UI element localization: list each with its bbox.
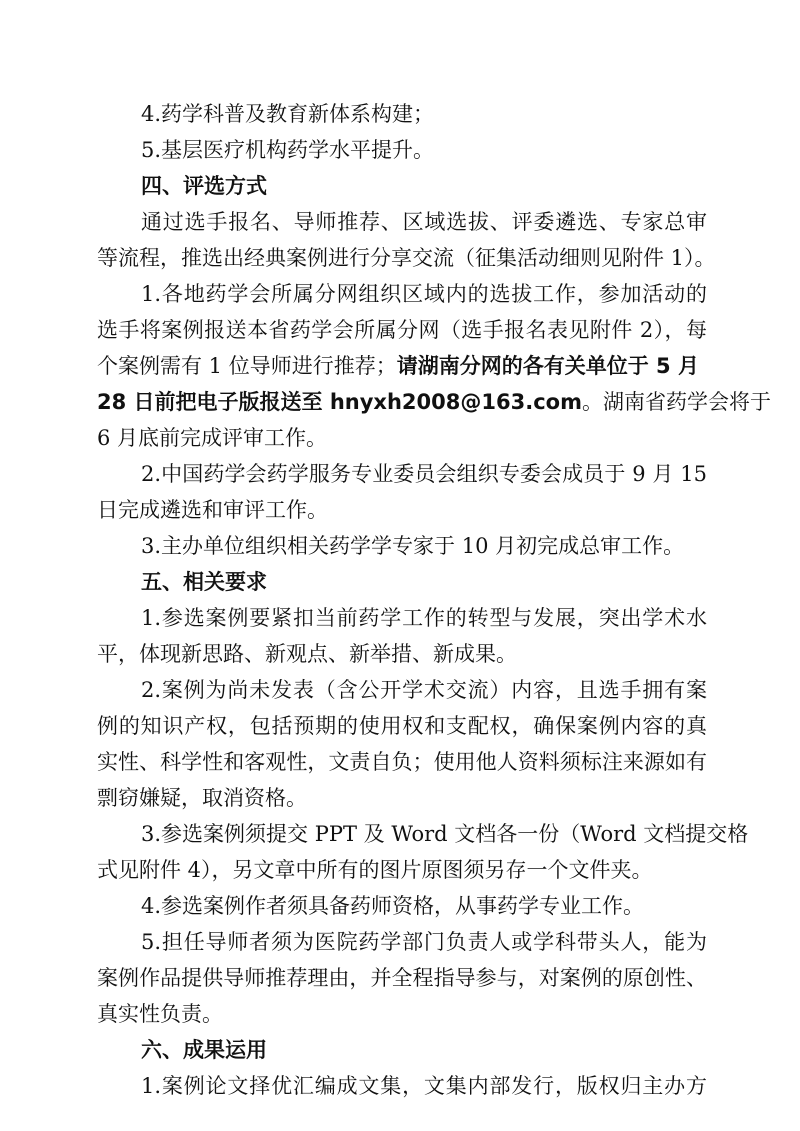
email-notice-bold: 28 日前把电子版报送至 hnyxh2008@163.com: [97, 390, 582, 414]
section-heading-5: 五、相关要求: [141, 570, 267, 594]
paragraph-line: 选手将案例报送本省药学会所属分网（选手报名表见附件 2），每: [97, 318, 707, 342]
paragraph-line: 2.中国药学会药学服务专业委员会组织专委会成员于 9 月 15: [141, 462, 707, 486]
section-heading-4: 四、评选方式: [141, 174, 267, 198]
paragraph-line: 3.主办单位组织相关药学学专家于 10 月初完成总审工作。: [141, 534, 685, 558]
paragraph-line: [97, 351, 707, 381]
paragraph-line: 1.参选案例要紧扣当前药学工作的转型与发展，突出学术水: [141, 606, 707, 630]
paragraph-line: 例的知识产权，包括预期的使用权和支配权，确保案例内容的真: [97, 714, 707, 738]
paragraph-line: 平，体现新思路、新观点、新举措、新成果。: [97, 642, 517, 666]
paragraph-line: 真实性负责。: [97, 1002, 223, 1026]
paragraph-line: 剽窃嫌疑，取消资格。: [97, 786, 307, 810]
paragraph-line: 4.参选案例作者须具备药师资格，从事药学专业工作。: [141, 894, 645, 918]
paragraph-line: 实性、科学性和客观性，文责自负；使用他人资料须标注来源如有: [97, 750, 707, 774]
text-bold: 请湖南分网的各有关单位于 5 月: [396, 354, 699, 378]
section-heading-6: 六、成果运用: [141, 1038, 267, 1062]
paragraph-line: 3.参选案例须提交 PPT 及 Word 文档各一份（Word 文档提交格: [141, 822, 749, 846]
text-normal: 个案例需有 1 位导师进行推荐；: [97, 354, 397, 378]
list-item-4: 4.药学科普及教育新体系构建；: [141, 102, 435, 126]
paragraph-line: 1.各地药学会所属分网组织区域内的选拔工作，参加活动的: [141, 282, 707, 306]
text-normal: 。湖南省药学会将于: [581, 390, 771, 414]
paragraph-line: 式见附件 4），另文章中所有的图片原图须另存一个文件夹。: [97, 858, 653, 882]
paragraph-line: 1.案例论文择优汇编成文集，文集内部发行，版权归主办方: [141, 1074, 707, 1098]
paragraph-line: 日完成遴选和审评工作。: [97, 498, 328, 522]
paragraph-line: 2.案例为尚未发表（含公开学术交流）内容，且选手拥有案: [141, 678, 707, 702]
list-item-5: 5.基层医疗机构药学水平提升。: [141, 138, 435, 162]
paragraph-line: 5.担任导师者须为医院药学部门负责人或学科带头人，能为: [141, 930, 707, 954]
paragraph-line: 6 月底前完成评审工作。: [97, 426, 328, 450]
paragraph-line: 等流程，推选出经典案例进行分享交流（征集活动细则见附件 1）。: [97, 246, 716, 270]
paragraph-line: 通过选手报名、导师推荐、区域选拔、评委遴选、专家总审: [141, 210, 707, 234]
paragraph-line: 案例作品提供导师推荐理由，并全程指导参与，对案例的原创性、: [97, 966, 707, 990]
paragraph-line: [97, 387, 771, 417]
